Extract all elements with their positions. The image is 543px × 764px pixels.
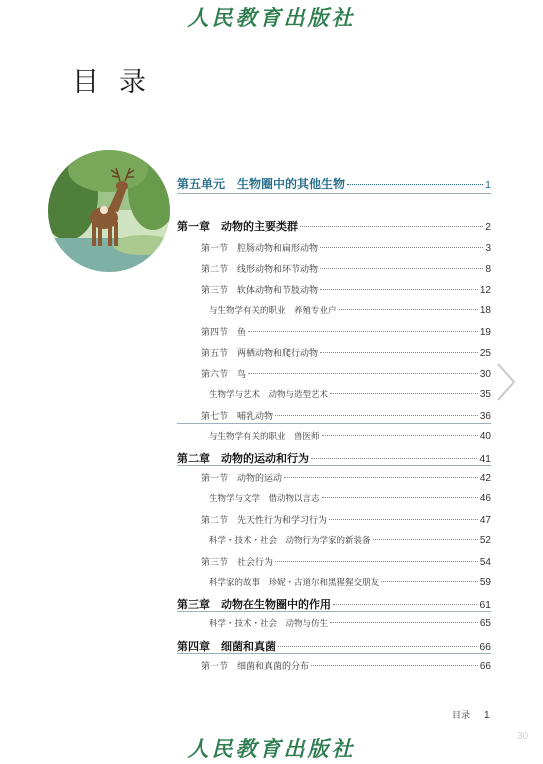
dot-leader	[320, 247, 483, 248]
toc-chapter-row[interactable]	[177, 218, 491, 234]
toc-entry-label: 科学家的故事 珍妮・古道尔和黑猩猩交朋友	[209, 578, 380, 588]
toc-entry-page: 8	[485, 264, 491, 275]
toc-extra-row[interactable]	[177, 576, 491, 592]
toc-entry-label: 科学・技术・社会 动物行为学家的新装备	[209, 536, 371, 546]
dot-leader	[347, 184, 483, 185]
toc-entry-page: 35	[479, 389, 491, 400]
toc-section-row[interactable]	[177, 241, 491, 257]
toc-entry-page: 12	[479, 285, 491, 296]
toc-chapter-row[interactable]	[177, 638, 491, 654]
toc-entry-page: 19	[479, 327, 491, 338]
toc-entry-page: 59	[479, 577, 491, 588]
toc-entry-label: 第五节 两栖动物和爬行动物	[201, 349, 319, 359]
publisher-logo-bottom: 人民教育出版社	[187, 736, 356, 761]
dot-leader	[284, 477, 478, 478]
toc-section-row[interactable]	[177, 283, 491, 299]
toc-entry-label: 第一节 腔肠动物和扁形动物	[201, 244, 319, 254]
toc-extra-row[interactable]	[177, 430, 491, 446]
deer-illustration	[48, 150, 170, 272]
toc-separator	[177, 193, 491, 194]
dot-leader	[311, 665, 478, 666]
toc-entry-label: 第二节 线形动物和环节动物	[201, 265, 319, 275]
toc-chapter-row[interactable]	[177, 450, 491, 466]
toc-section-row[interactable]	[177, 471, 491, 487]
page-title: 目录	[72, 67, 166, 98]
toc-entry-page: 3	[485, 243, 491, 254]
toc-entry-label: 科学・技术・社会 动物与仿生	[209, 619, 329, 629]
toc-entry-page: 65	[479, 618, 491, 629]
publisher-logo-top: 人民教育出版社	[187, 5, 356, 30]
toc-entry-page: 66	[479, 641, 491, 653]
toc-section-row[interactable]	[177, 367, 491, 383]
dot-leader	[275, 415, 478, 416]
footer-page-number: 1	[484, 710, 490, 721]
toc-entry-label: 第五单元 生物圈中的其他生物	[177, 177, 346, 191]
toc-entry-page: 61	[479, 599, 491, 611]
toc-entry-label: 与生物学有关的职业 养殖专业户	[209, 306, 337, 316]
toc-entry-label: 第一节 细菌和真菌的分布	[201, 662, 310, 672]
footer-label: 目录	[452, 711, 471, 721]
toc-entry-page: 30	[479, 369, 491, 380]
toc-entry-page: 46	[479, 493, 491, 504]
toc-chapter-row[interactable]	[177, 596, 491, 612]
toc-entry-label: 生物学与艺术 动物与造型艺术	[209, 390, 329, 400]
dot-leader	[248, 331, 478, 332]
chevron-right-icon[interactable]	[494, 362, 518, 402]
dot-leader	[333, 604, 477, 605]
toc-separator	[177, 653, 491, 654]
toc-extra-row[interactable]	[177, 388, 491, 404]
dot-leader	[373, 539, 478, 540]
toc-extra-row[interactable]	[177, 304, 491, 320]
toc-entry-label: 第四章 细菌和真菌	[177, 640, 276, 653]
toc-entry-page: 25	[479, 348, 491, 359]
toc-entry-page: 36	[479, 411, 491, 422]
toc-entry-label: 第一节 动物的运动	[201, 474, 283, 484]
toc-entry-label: 第三节 社会行为	[201, 558, 274, 568]
toc-section-row[interactable]	[177, 346, 491, 362]
toc-section-row[interactable]	[177, 513, 491, 529]
toc-entry-page: 66	[479, 661, 491, 672]
dot-leader	[329, 519, 478, 520]
dot-leader	[322, 435, 478, 436]
toc-section-row[interactable]	[177, 262, 491, 278]
toc-entry-label: 第二章 动物的运动和行为	[177, 452, 309, 465]
toc-entry-page: 2	[485, 221, 491, 233]
toc-entry-label: 第三节 软体动物和节肢动物	[201, 286, 319, 296]
toc-entry-page: 40	[479, 431, 491, 442]
toc-entry-label: 第七节 哺乳动物	[201, 412, 274, 422]
toc-entry-page: 52	[479, 535, 491, 546]
toc-entry-page: 42	[479, 473, 491, 484]
toc-entry-page: 54	[479, 557, 491, 568]
toc-entry-label: 生物学与文学 借动物以言志	[209, 494, 320, 504]
toc-section-row[interactable]	[177, 659, 491, 675]
dot-leader	[330, 622, 478, 623]
toc-separator	[177, 465, 491, 466]
dot-leader	[322, 497, 478, 498]
toc-entry-label: 第一章 动物的主要类群	[177, 220, 298, 233]
dot-leader	[330, 393, 478, 394]
corner-page-badge: 30	[517, 731, 529, 742]
dot-leader	[300, 226, 483, 227]
toc-entry-label: 第六节 鸟	[201, 370, 247, 380]
toc-extra-row[interactable]	[177, 492, 491, 508]
toc-entry-label: 第四节 鱼	[201, 328, 247, 338]
toc-separator	[177, 611, 491, 612]
dot-leader	[320, 268, 483, 269]
toc-section-row[interactable]	[177, 325, 491, 341]
dot-leader	[339, 309, 478, 310]
toc-entry-page: 18	[479, 305, 491, 316]
toc-entry-page: 47	[479, 515, 491, 526]
toc-entry-label: 与生物学有关的职业 兽医师	[209, 432, 320, 442]
toc-unit-row[interactable]	[177, 175, 491, 191]
toc-entry-page: 41	[479, 453, 491, 465]
toc-section-row[interactable]	[177, 555, 491, 571]
toc-entry-label: 第三章 动物在生物圈中的作用	[177, 598, 331, 611]
toc-extra-row[interactable]	[177, 617, 491, 633]
dot-leader	[381, 581, 478, 582]
page-footer	[452, 708, 490, 721]
dot-leader	[248, 373, 478, 374]
dot-leader	[320, 289, 478, 290]
toc-entry-page: 1	[485, 179, 491, 191]
dot-leader	[278, 646, 477, 647]
dot-leader	[320, 352, 478, 353]
dot-leader	[311, 458, 477, 459]
toc-separator	[177, 423, 491, 424]
dot-leader	[275, 561, 478, 562]
toc-extra-row[interactable]	[177, 534, 491, 550]
toc-entry-label: 第二节 先天性行为和学习行为	[201, 516, 328, 526]
